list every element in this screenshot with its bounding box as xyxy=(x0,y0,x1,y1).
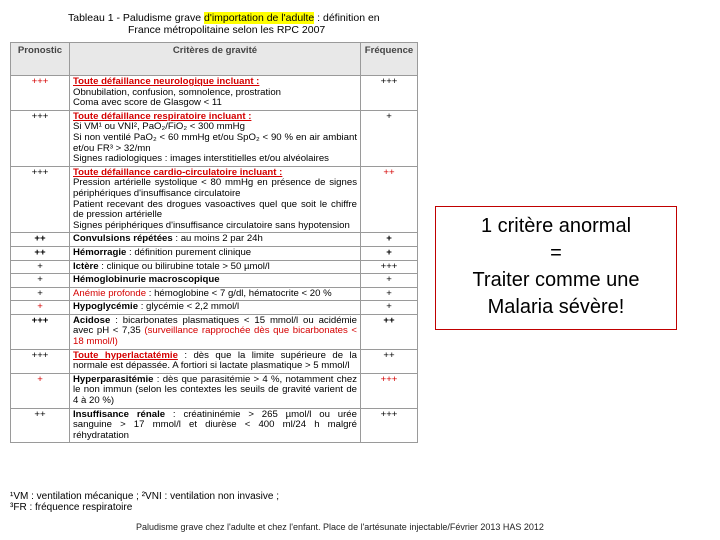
row-frequency: + xyxy=(361,287,418,301)
criteria-table xyxy=(10,42,418,443)
criterion-label: Acidose xyxy=(73,314,111,326)
row-prognosis: +++ xyxy=(11,166,70,233)
row-prognosis: +++ xyxy=(11,314,70,349)
row-criterion xyxy=(70,408,361,443)
criterion-detail: : créatininémie > 265 µmol/l ou urée sanguine > 17 mmol/l et diurèse < 400 ml/24 h malgré réhydratation xyxy=(73,408,357,441)
row-criterion xyxy=(70,301,361,315)
table-header-row xyxy=(11,43,418,76)
criterion-detail: Signes périphériques d'insuffisance circulatoire sans hypotension xyxy=(73,219,350,231)
header-pronostic: Pronostic xyxy=(11,43,70,76)
row-frequency: ++ xyxy=(361,349,418,373)
row-frequency: +++ xyxy=(361,408,418,443)
row-prognosis: ++ xyxy=(11,233,70,247)
criterion-detail: : dès que parasitémie > 4 %, notamment chez le non immun (selon les contextes les seuils de gravité varient de 4 à 20 %) xyxy=(73,373,357,407)
row-prognosis: + xyxy=(11,274,70,288)
row-criterion xyxy=(70,373,361,408)
criterion-label: Toute défaillance respiratoire incluant : xyxy=(73,110,252,122)
table-row xyxy=(11,373,418,408)
row-frequency: + xyxy=(361,233,418,247)
table-row xyxy=(11,314,418,349)
table-row xyxy=(11,233,418,247)
title-suffix: : définition en xyxy=(314,12,380,24)
table-row xyxy=(11,260,418,274)
row-frequency: + xyxy=(361,110,418,166)
row-frequency: +++ xyxy=(361,373,418,408)
criterion-detail: : hémoglobine < 7 g/dl, hématocrite < 20 % xyxy=(146,287,332,299)
row-criterion xyxy=(70,246,361,260)
criterion-detail: : au moins 2 par 24h xyxy=(172,233,263,245)
footnotes xyxy=(10,491,279,513)
table-row xyxy=(11,246,418,260)
table-row xyxy=(11,274,418,288)
criterion-label: Hyperparasitémie xyxy=(73,373,154,385)
row-prognosis: +++ xyxy=(11,349,70,373)
source-caption: Paludisme grave chez l'adulte et chez l'enfant. Place de l'artésunate injectable/Février 2013 HAS 2012 xyxy=(136,522,544,532)
row-frequency: + xyxy=(361,246,418,260)
criterion-label: Toute hyperlactatémie xyxy=(73,349,178,361)
row-criterion xyxy=(70,314,361,349)
row-criterion xyxy=(70,349,361,373)
criterion-detail: Pression artérielle systolique < 80 mmHg en présence de signes périphériques d'insuffisance circulatoire xyxy=(73,177,357,199)
row-criterion xyxy=(70,76,361,111)
table-row xyxy=(11,408,418,443)
row-criterion xyxy=(70,287,361,301)
header-frequence: Fréquence xyxy=(361,43,418,76)
criterion-label: Anémie profonde xyxy=(73,287,147,299)
criterion-detail-red: (surveillance rapprochée dès que bicarbonates < 18 mmol/l) xyxy=(73,325,357,348)
criterion-detail: : bicarbonates plasmatiques < 15 mmol/l ou acidémie avec pH < 7,35 xyxy=(73,314,357,337)
table-row xyxy=(11,349,418,373)
criterion-label: Toute défaillance cardio-circulatoire incluant : xyxy=(73,166,283,178)
criterion-detail: Patient recevant des drogues vasoactives quel que soit le chiffre de pression artérielle xyxy=(73,198,357,221)
criterion-detail: : clinique ou bilirubine totale > 50 µmol/l xyxy=(98,260,270,272)
criterion-detail: Si VM¹ ou VNI², PaO₂/FiO₂ < 300 mmHg xyxy=(73,121,245,133)
title-line2: France métropolitaine selon les RPC 2007 xyxy=(128,24,326,36)
row-prognosis: + xyxy=(11,287,70,301)
criterion-label: Insuffisance rénale xyxy=(73,408,166,420)
footnote-line2: ³FR : fréquence respiratoire xyxy=(10,502,133,513)
row-frequency: ++ xyxy=(361,314,418,349)
row-prognosis: +++ xyxy=(11,110,70,166)
row-prognosis: + xyxy=(11,373,70,408)
row-prognosis: +++ xyxy=(11,76,70,111)
callout-line2: = xyxy=(550,242,562,264)
row-criterion xyxy=(70,233,361,247)
criterion-label: Hypoglycémie xyxy=(73,301,139,313)
table-row xyxy=(11,110,418,166)
criterion-label: Convulsions répétées xyxy=(73,233,173,245)
callout-box xyxy=(435,206,677,330)
criterion-label: Toute défaillance neurologique incluant : xyxy=(73,76,260,87)
criterion-label: Ictère xyxy=(73,260,99,272)
criterion-detail: Si non ventilé PaO₂ < 60 mmHg et/ou SpO₂ < 90 % en air ambiant et/ou FR³ > 32/mn xyxy=(73,131,357,154)
criterion-detail: Coma avec score de Glasgow < 11 xyxy=(73,97,222,109)
row-prognosis: ++ xyxy=(11,246,70,260)
table-row xyxy=(11,166,418,233)
row-prognosis: + xyxy=(11,260,70,274)
callout-line4: Malaria sévère! xyxy=(487,296,625,318)
criterion-label: Hémorragie xyxy=(73,246,127,258)
table-row xyxy=(11,76,418,111)
header-criteres: Critères de gravité xyxy=(70,43,361,76)
row-frequency: ++ xyxy=(361,166,418,233)
callout-line3: Traiter comme une xyxy=(472,269,640,291)
row-prognosis: ++ xyxy=(11,408,70,443)
criterion-detail: : définition purement clinique xyxy=(126,246,252,258)
row-frequency: +++ xyxy=(361,76,418,111)
criterion-detail: Signes radiologiques : images interstitielles et/ou alvéolaires xyxy=(73,153,329,165)
row-frequency: + xyxy=(361,274,418,288)
row-frequency: + xyxy=(361,301,418,315)
row-prognosis: + xyxy=(11,301,70,315)
footnote-line1: ¹VM : ventilation mécanique ; ²VNI : ventilation non invasive ; xyxy=(10,491,280,502)
row-criterion xyxy=(70,166,361,233)
criterion-detail: Obnubilation, confusion, somnolence, prostration xyxy=(73,86,281,98)
row-criterion xyxy=(70,110,361,166)
row-frequency: +++ xyxy=(361,260,418,274)
criterion-detail: : dès que la limite supérieure de la normale est dépassée. A fortiori si lactate plasmatique > 5 mmol/l xyxy=(73,349,357,372)
criterion-label: Hémoglobinurie macroscopique xyxy=(73,274,220,286)
table-row xyxy=(11,287,418,301)
table-row xyxy=(11,301,418,315)
title-prefix: Tableau 1 - Paludisme grave xyxy=(68,12,204,24)
table-title xyxy=(68,12,388,36)
criterion-detail: : glycémie < 2,2 mmol/l xyxy=(138,301,240,313)
row-criterion xyxy=(70,260,361,274)
title-highlight: d'importation de l'adulte xyxy=(204,12,315,24)
row-criterion xyxy=(70,274,361,288)
callout-line1: 1 critère anormal xyxy=(480,215,632,237)
